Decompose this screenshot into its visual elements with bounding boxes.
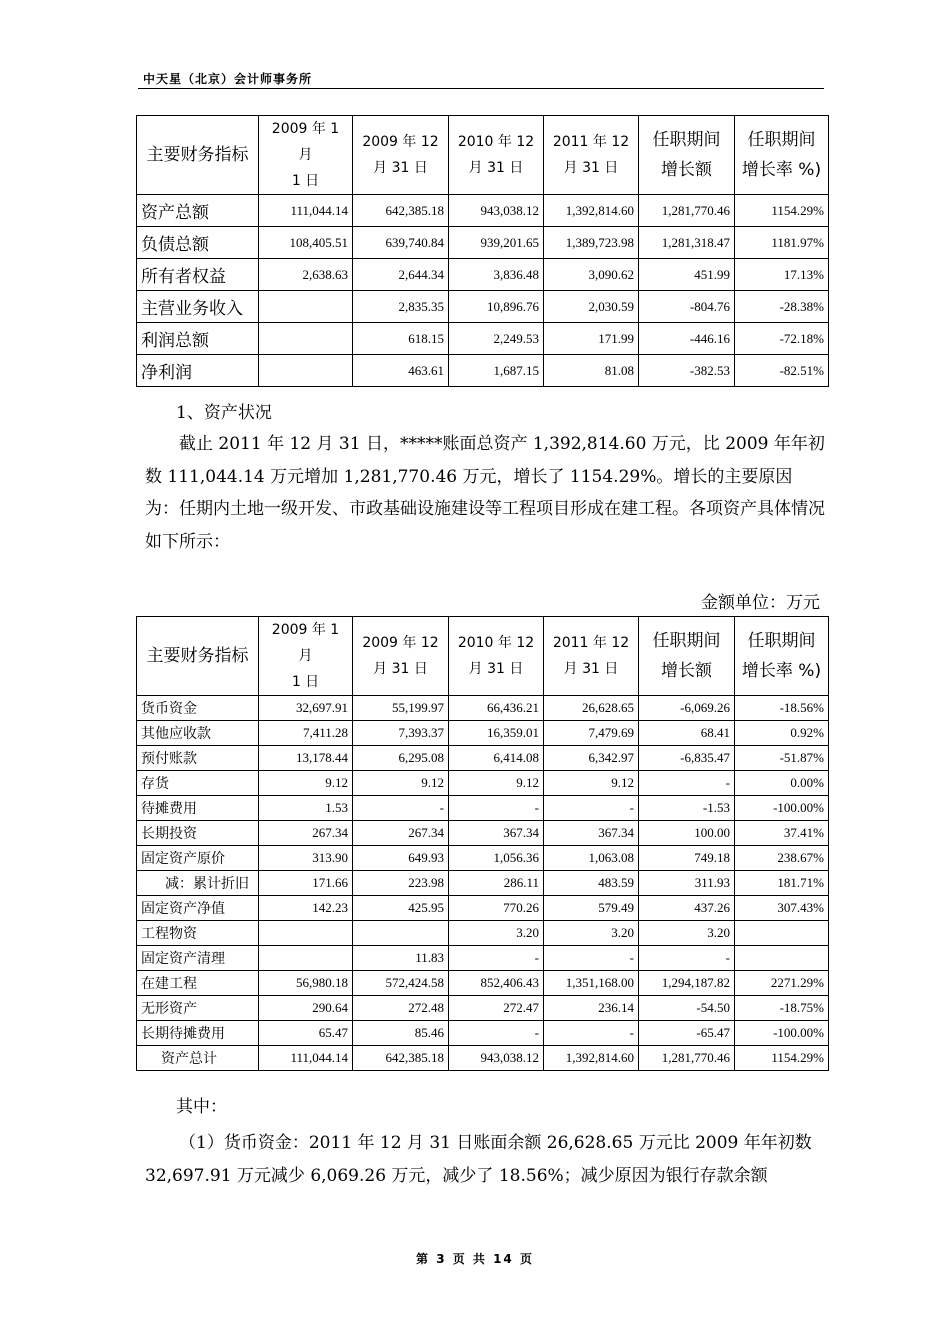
- table-cell: [259, 921, 353, 946]
- table-cell: [353, 921, 449, 946]
- table-cell: 483.59: [544, 871, 639, 896]
- table-cell: 1154.29%: [735, 1046, 829, 1071]
- table-row: [137, 971, 829, 996]
- table-cell: -: [544, 1021, 639, 1046]
- table-cell: 618.15: [353, 323, 449, 355]
- asset-detail-table: [136, 616, 829, 1071]
- table-cell: 2,835.35: [353, 291, 449, 323]
- table-row: [137, 259, 829, 291]
- table-row: [137, 1021, 829, 1046]
- table-cell: -82.51%: [735, 355, 829, 387]
- row-label: 其他应收款: [137, 721, 259, 746]
- table-cell: 3,090.62: [544, 259, 639, 291]
- row-label: 待摊费用: [137, 796, 259, 821]
- row-label: 净利润: [137, 355, 259, 387]
- table-cell: 6,295.08: [353, 746, 449, 771]
- table-cell: -: [449, 796, 544, 821]
- table-cell: 749.18: [639, 846, 735, 871]
- column-header: 2009 年 12 月 31 日: [353, 116, 449, 195]
- table-cell: 3.20: [544, 921, 639, 946]
- table-cell: [259, 355, 353, 387]
- table-cell: -: [449, 1021, 544, 1046]
- row-label: 负债总额: [137, 227, 259, 259]
- table-cell: -: [544, 946, 639, 971]
- table-row: [137, 291, 829, 323]
- table-cell: 642,385.18: [353, 195, 449, 227]
- table-cell: 286.11: [449, 871, 544, 896]
- table-cell: 0.92%: [735, 721, 829, 746]
- table-cell: 1,294,187.82: [639, 971, 735, 996]
- column-header: 任职期间 增长额: [639, 116, 735, 195]
- table-cell: 142.23: [259, 896, 353, 921]
- table-cell: 2,249.53: [449, 323, 544, 355]
- table-cell: 7,479.69: [544, 721, 639, 746]
- table-cell: 943,038.12: [449, 195, 544, 227]
- row-label: 无形资产: [137, 996, 259, 1021]
- table-cell: 65.47: [259, 1021, 353, 1046]
- table-cell: 171.66: [259, 871, 353, 896]
- table-row: [137, 896, 829, 921]
- unit-label: 金额单位：万元: [701, 593, 820, 613]
- table-cell: 267.34: [259, 821, 353, 846]
- table-cell: -1.53: [639, 796, 735, 821]
- table-cell: 290.64: [259, 996, 353, 1021]
- row-label: 长期待摊费用: [137, 1021, 259, 1046]
- table-cell: 16,359.01: [449, 721, 544, 746]
- assets-paragraph: 截止 2011 年 12 月 31 日，*****账面总资产 1,392,814.60 万元，比 2009 年年初数 111,044.14 万元增加 1,281,770.46 万元，增长了 1154.29%。增长的主要原因为：任期内土地一级开发、市政基础设施建设等工程项目形成在建工程。各项资产具体情况如下所示：: [145, 434, 825, 552]
- table-cell: 26,628.65: [544, 696, 639, 721]
- row-label: 资产总额: [137, 195, 259, 227]
- table-cell: 3.20: [639, 921, 735, 946]
- table-cell: 9.12: [353, 771, 449, 796]
- column-header: 2009 年 1 月 1 日: [259, 116, 353, 195]
- table-cell: -51.87%: [735, 746, 829, 771]
- table-cell: 17.13%: [735, 259, 829, 291]
- table-cell: [259, 323, 353, 355]
- table-cell: 238.67%: [735, 846, 829, 871]
- table-cell: 32,697.91: [259, 696, 353, 721]
- table-cell: 6,342.97: [544, 746, 639, 771]
- table-row: [137, 1046, 829, 1071]
- table-cell: 7,411.28: [259, 721, 353, 746]
- table-cell: 81.08: [544, 355, 639, 387]
- row-label: 货币资金: [137, 696, 259, 721]
- table-cell: -18.75%: [735, 996, 829, 1021]
- table-cell: [735, 946, 829, 971]
- row-label: 存货: [137, 771, 259, 796]
- table-row: [137, 323, 829, 355]
- table-cell: 66,436.21: [449, 696, 544, 721]
- row-label: 主营业务收入: [137, 291, 259, 323]
- table-cell: 367.34: [544, 821, 639, 846]
- table-cell: 943,038.12: [449, 1046, 544, 1071]
- column-header: 主要财务指标: [137, 617, 259, 696]
- table-cell: 1,687.15: [449, 355, 544, 387]
- table-cell: 425.95: [353, 896, 449, 921]
- column-header: 任职期间 增长率 %): [735, 116, 829, 195]
- column-header: 2010 年 12 月 31 日: [449, 116, 544, 195]
- table-row: [137, 821, 829, 846]
- table-cell: 2,030.59: [544, 291, 639, 323]
- table-cell: 311.93: [639, 871, 735, 896]
- table-cell: 272.48: [353, 996, 449, 1021]
- table-cell: 1,063.08: [544, 846, 639, 871]
- row-label: 所有者权益: [137, 259, 259, 291]
- row-label: 固定资产原价: [137, 846, 259, 871]
- table-cell: 1,392,814.60: [544, 1046, 639, 1071]
- table-cell: 85.46: [353, 1021, 449, 1046]
- table-row: [137, 355, 829, 387]
- table-cell: 2271.29%: [735, 971, 829, 996]
- table-row: [137, 746, 829, 771]
- column-header: 主要财务指标: [137, 116, 259, 195]
- column-header: 任职期间 增长率 %): [735, 617, 829, 696]
- table-cell: -100.00%: [735, 1021, 829, 1046]
- table-header-row: [137, 617, 829, 696]
- table-cell: -65.47: [639, 1021, 735, 1046]
- table-cell: 1154.29%: [735, 195, 829, 227]
- table-cell: 171.99: [544, 323, 639, 355]
- row-label: 资产总计: [137, 1046, 259, 1071]
- table-cell: 13,178.44: [259, 746, 353, 771]
- table-cell: 0.00%: [735, 771, 829, 796]
- table-row: [137, 227, 829, 259]
- table-cell: -18.56%: [735, 696, 829, 721]
- table-cell: 9.12: [544, 771, 639, 796]
- table-cell: 1,281,770.46: [639, 195, 735, 227]
- table-row: [137, 696, 829, 721]
- table-cell: -54.50: [639, 996, 735, 1021]
- table-cell: 55,199.97: [353, 696, 449, 721]
- table-cell: -382.53: [639, 355, 735, 387]
- table-cell: 2,644.34: [353, 259, 449, 291]
- table-cell: 2,638.63: [259, 259, 353, 291]
- table-cell: 11.83: [353, 946, 449, 971]
- page-footer: 第 3 页 共 14 页: [416, 1252, 534, 1266]
- subsection-title: 其中：: [176, 1097, 227, 1117]
- table-cell: 437.26: [639, 896, 735, 921]
- table-cell: -: [353, 796, 449, 821]
- table-cell: 852,406.43: [449, 971, 544, 996]
- table-cell: 307.43%: [735, 896, 829, 921]
- table-cell: [259, 946, 353, 971]
- table-row: [137, 796, 829, 821]
- table-row: [137, 846, 829, 871]
- table-cell: -: [639, 946, 735, 971]
- table-cell: 770.26: [449, 896, 544, 921]
- table-cell: 639,740.84: [353, 227, 449, 259]
- table-cell: 3,836.48: [449, 259, 544, 291]
- table-cell: -446.16: [639, 323, 735, 355]
- table-cell: -: [449, 946, 544, 971]
- column-header: 2009 年 1 月 1 日: [259, 617, 353, 696]
- table-cell: 111,044.14: [259, 1046, 353, 1071]
- table-cell: [735, 921, 829, 946]
- table-cell: -100.00%: [735, 796, 829, 821]
- column-header: 任职期间 增长额: [639, 617, 735, 696]
- table-cell: 6,414.08: [449, 746, 544, 771]
- table-row: [137, 921, 829, 946]
- table-cell: 267.34: [353, 821, 449, 846]
- table-cell: 10,896.76: [449, 291, 544, 323]
- row-label: 减：累计折旧: [137, 871, 259, 896]
- table-cell: 579.49: [544, 896, 639, 921]
- table-cell: 108,405.51: [259, 227, 353, 259]
- table-cell: 223.98: [353, 871, 449, 896]
- table-cell: -6,835.47: [639, 746, 735, 771]
- table-cell: 236.14: [544, 996, 639, 1021]
- table-cell: -: [544, 796, 639, 821]
- table-cell: 451.99: [639, 259, 735, 291]
- table-row: [137, 195, 829, 227]
- table-cell: 68.41: [639, 721, 735, 746]
- table-row: [137, 771, 829, 796]
- row-label: 工程物资: [137, 921, 259, 946]
- firm-header: 中天星（北京）会计师事务所: [143, 72, 313, 86]
- column-header: 2009 年 12 月 31 日: [353, 617, 449, 696]
- table-cell: 7,393.37: [353, 721, 449, 746]
- table-row: [137, 721, 829, 746]
- table-cell: 100.00: [639, 821, 735, 846]
- table-cell: -28.38%: [735, 291, 829, 323]
- table-cell: 9.12: [449, 771, 544, 796]
- table-cell: 649.93: [353, 846, 449, 871]
- table-cell: 1,281,770.46: [639, 1046, 735, 1071]
- row-label: 利润总额: [137, 323, 259, 355]
- table-cell: 642,385.18: [353, 1046, 449, 1071]
- table-cell: 9.12: [259, 771, 353, 796]
- row-label: 固定资产净值: [137, 896, 259, 921]
- column-header: 2010 年 12 月 31 日: [449, 617, 544, 696]
- table-cell: 463.61: [353, 355, 449, 387]
- table-cell: 3.20: [449, 921, 544, 946]
- table-cell: -: [639, 771, 735, 796]
- table-cell: -72.18%: [735, 323, 829, 355]
- table-cell: 572,424.58: [353, 971, 449, 996]
- table-cell: 1,392,814.60: [544, 195, 639, 227]
- table-cell: [259, 291, 353, 323]
- table-cell: 313.90: [259, 846, 353, 871]
- table-cell: 111,044.14: [259, 195, 353, 227]
- header-divider: [138, 88, 824, 89]
- table-cell: 1181.97%: [735, 227, 829, 259]
- table-row: [137, 946, 829, 971]
- table-cell: 37.41%: [735, 821, 829, 846]
- table-cell: 939,201.65: [449, 227, 544, 259]
- section-title-assets: 1、资产状况: [176, 403, 272, 423]
- row-label: 固定资产清理: [137, 946, 259, 971]
- column-header: 2011 年 12 月 31 日: [544, 617, 639, 696]
- row-label: 长期投资: [137, 821, 259, 846]
- table-cell: 181.71%: [735, 871, 829, 896]
- table-header-row: [137, 116, 829, 195]
- table-cell: 1,056.36: [449, 846, 544, 871]
- table-cell: 1,351,168.00: [544, 971, 639, 996]
- row-label: 在建工程: [137, 971, 259, 996]
- table-cell: 1,389,723.98: [544, 227, 639, 259]
- summary-financial-table: [136, 115, 829, 387]
- table-cell: 272.47: [449, 996, 544, 1021]
- cash-paragraph: （1）货币资金：2011 年 12 月 31 日账面余额 26,628.65 万元比 2009 年年初数 32,697.91 万元减少 6,069.26 万元，减少了 18.56%；减少原因为银行存款余额: [145, 1133, 812, 1186]
- table-cell: 1.53: [259, 796, 353, 821]
- column-header: 2011 年 12 月 31 日: [544, 116, 639, 195]
- table-cell: -804.76: [639, 291, 735, 323]
- table-cell: 367.34: [449, 821, 544, 846]
- table-cell: -6,069.26: [639, 696, 735, 721]
- table-row: [137, 871, 829, 896]
- table-cell: 56,980.18: [259, 971, 353, 996]
- row-label: 预付账款: [137, 746, 259, 771]
- table-cell: 1,281,318.47: [639, 227, 735, 259]
- table-row: [137, 996, 829, 1021]
